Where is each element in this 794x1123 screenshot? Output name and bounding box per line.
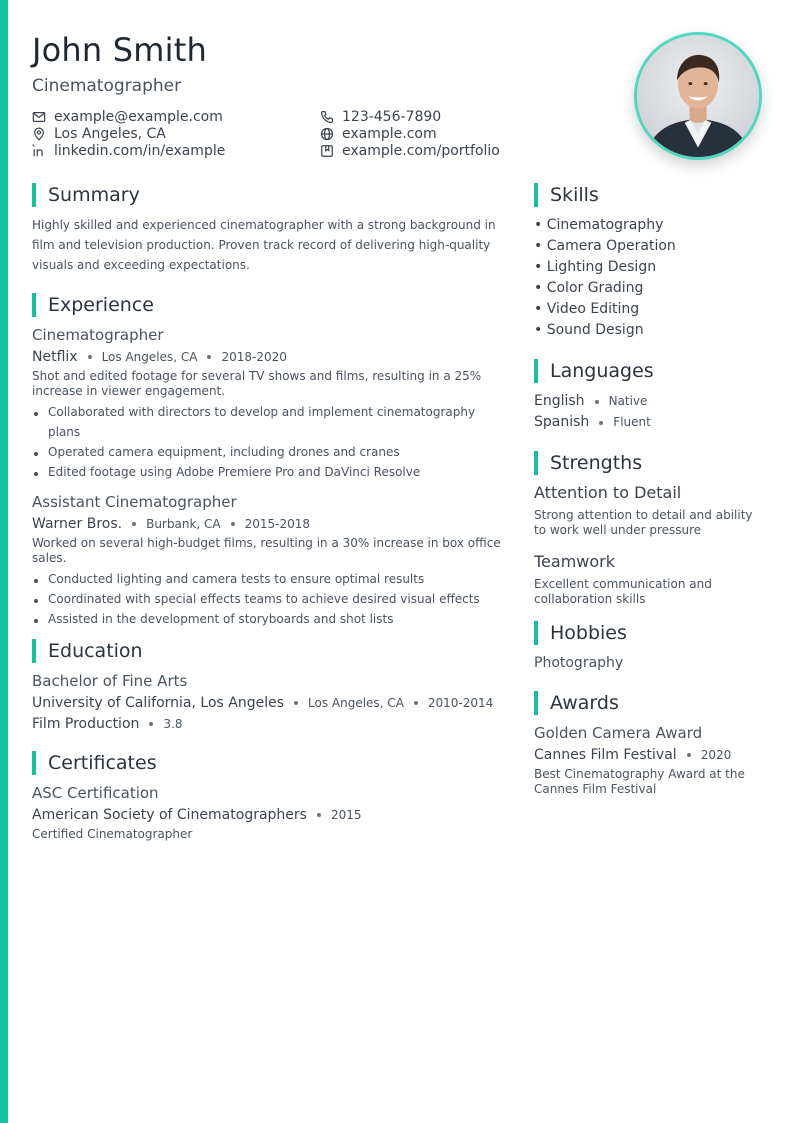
job-title: Assistant Cinematographer	[32, 493, 237, 511]
company-name: Warner Bros.	[32, 516, 123, 532]
job-bullet: Assisted in the development of storyboards and shot lists	[32, 609, 510, 629]
contact-website-text: example.com	[342, 125, 437, 142]
job-bullet: Collaborated with directors to develop and implement cinematography plans	[32, 402, 510, 442]
contact-phone[interactable]	[320, 108, 592, 125]
job-bullet: Edited footage using Adobe Premiere Pro and DaVinci Resolve	[32, 462, 510, 482]
globe-icon	[320, 127, 334, 141]
separator-dot	[414, 701, 418, 705]
skills-heading	[534, 183, 762, 207]
strength-item	[534, 552, 762, 607]
hobbies-heading-text: Hobbies	[550, 622, 627, 644]
languages-heading	[534, 359, 762, 383]
strength-title: Teamwork	[534, 552, 616, 571]
job-bullet: Coordinated with special effects teams to achieve desired visual effects	[32, 589, 510, 609]
hobby-item: Photography	[534, 655, 624, 671]
certificates-section	[32, 751, 510, 842]
certificate-name: ASC Certification	[32, 784, 159, 802]
gpa-value: 3.8	[163, 717, 183, 731]
award-issuer: Cannes Film Festival	[534, 747, 677, 763]
right-column	[534, 183, 762, 815]
job-location: Los Angeles, CA	[101, 350, 198, 364]
separator-dot	[595, 400, 599, 404]
school-location: Los Angeles, CA	[308, 696, 404, 710]
job-meta	[32, 515, 510, 533]
languages-heading-text: Languages	[550, 360, 654, 382]
strengths-heading-text: Strengths	[550, 452, 643, 474]
strengths-heading	[534, 451, 762, 475]
education-heading	[32, 639, 510, 663]
job-bullets	[32, 569, 510, 629]
heading-accent	[32, 183, 36, 207]
separator-dot	[88, 355, 92, 359]
school-name: University of California, Los Angeles	[32, 695, 285, 711]
candidate-name: John Smith	[32, 31, 207, 69]
experience-item	[32, 492, 510, 629]
summary-heading	[32, 183, 510, 207]
strength-title: Attention to Detail	[534, 483, 682, 502]
award-title: Golden Camera Award	[534, 724, 703, 742]
skills-section	[534, 183, 762, 341]
skills-heading-text: Skills	[550, 184, 599, 206]
separator-dot	[294, 701, 298, 705]
job-bullet: Operated camera equipment, including drones and cranes	[32, 442, 510, 462]
heading-accent	[534, 183, 538, 207]
heading-accent	[534, 359, 538, 383]
contact-info	[32, 108, 592, 159]
accent-bar	[0, 0, 8, 1123]
heading-accent	[32, 293, 36, 317]
skill-item: • Sound Design	[534, 322, 644, 338]
summary-heading-text: Summary	[48, 184, 140, 206]
summary-section	[32, 183, 510, 275]
job-dates: 2015-2018	[244, 517, 311, 531]
contact-linkedin-text: linkedin.com/in/example	[54, 142, 226, 159]
job-title: Cinematographer	[32, 326, 164, 344]
location-icon	[32, 127, 46, 141]
experience-section	[32, 293, 510, 629]
certificates-heading-text: Certificates	[48, 752, 157, 774]
skill-item: • Color Grading	[534, 280, 644, 296]
contact-email[interactable]	[32, 108, 320, 125]
certificates-heading	[32, 751, 510, 775]
awards-section	[534, 691, 762, 797]
hobbies-heading	[534, 621, 762, 645]
job-bullet: Conducted lighting and camera tests to ensure optimal results	[32, 569, 510, 589]
job-description: Worked on several high-budget films, resulting in a 30% increase in box office sales.	[32, 536, 501, 565]
job-bullets	[32, 402, 510, 482]
heading-accent	[534, 451, 538, 475]
separator-dot	[599, 421, 603, 425]
strength-description: Strong attention to detail and ability to work well under pressure	[534, 508, 753, 537]
heading-accent	[534, 691, 538, 715]
separator-dot	[207, 355, 211, 359]
language-item	[534, 391, 762, 412]
language-name: English	[534, 393, 585, 409]
language-item	[534, 412, 762, 433]
candidate-title: Cinematographer	[32, 76, 182, 96]
field-of-study: Film Production	[32, 716, 140, 732]
education-dates: 2010-2014	[427, 696, 494, 710]
job-meta	[32, 348, 510, 366]
certificate-year: 2015	[330, 808, 362, 822]
skill-item: • Cinematography	[534, 217, 664, 233]
phone-icon	[320, 110, 334, 124]
company-name: Netflix	[32, 349, 78, 365]
experience-heading-text: Experience	[48, 294, 154, 316]
separator-dot	[317, 813, 321, 817]
contact-email-text: example@example.com	[54, 108, 223, 125]
language-level: Native	[608, 394, 648, 408]
language-name: Spanish	[534, 414, 590, 430]
separator-dot	[687, 753, 691, 757]
degree-name: Bachelor of Fine Arts	[32, 672, 188, 690]
separator-dot	[149, 722, 153, 726]
certificate-issuer: American Society of Cinematographers	[32, 807, 307, 823]
language-level: Fluent	[613, 415, 651, 429]
separator-dot	[132, 522, 136, 526]
heading-accent	[32, 751, 36, 775]
strength-description: Excellent communication and collaboration skills	[534, 577, 712, 606]
heading-accent	[534, 621, 538, 645]
contact-location-text: Los Angeles, CA	[54, 125, 166, 142]
contact-portfolio-text: example.com/portfolio	[342, 142, 500, 159]
summary-text: Highly skilled and experienced cinematographer with a strong background in film and television production. Proven track record of delivering high-quality visuals and exceeding expectations.	[32, 218, 496, 272]
education-heading-text: Education	[48, 640, 143, 662]
experience-heading	[32, 293, 510, 317]
skill-item: • Camera Operation	[534, 238, 676, 254]
education-meta	[32, 694, 510, 712]
separator-dot	[231, 522, 235, 526]
skill-item: • Lighting Design	[534, 259, 657, 275]
job-location: Burbank, CA	[146, 517, 221, 531]
award-year: 2020	[700, 748, 732, 762]
certificate-description: Certified Cinematographer	[32, 827, 193, 841]
certificate-meta	[32, 806, 510, 824]
award-meta	[534, 746, 762, 764]
languages-section	[534, 359, 762, 433]
portfolio-icon	[320, 144, 334, 158]
heading-accent	[32, 639, 36, 663]
education-section	[32, 639, 510, 733]
experience-item	[32, 325, 510, 482]
hobbies-section	[534, 621, 762, 673]
contact-website[interactable]	[320, 125, 592, 142]
job-description: Shot and edited footage for several TV shows and films, resulting in a 25% increase in viewer engagement.	[32, 369, 482, 398]
strength-item	[534, 483, 762, 538]
contact-phone-text: 123-456-7890	[342, 108, 442, 125]
resume-header	[32, 30, 762, 170]
contact-location	[32, 125, 320, 142]
strengths-section	[534, 451, 762, 607]
awards-heading	[534, 691, 762, 715]
education-field-meta	[32, 715, 510, 733]
mail-icon	[32, 110, 46, 124]
job-dates: 2018-2020	[221, 350, 287, 364]
profile-photo	[634, 32, 762, 160]
award-description: Best Cinematography Award at the Cannes Film Festival	[534, 767, 745, 796]
awards-heading-text: Awards	[550, 692, 619, 714]
linkedin-icon	[32, 144, 46, 158]
contact-linkedin[interactable]	[32, 142, 320, 159]
left-column	[32, 183, 510, 860]
contact-portfolio[interactable]	[320, 142, 592, 159]
skill-item: • Video Editing	[534, 301, 640, 317]
skills-list	[534, 215, 762, 341]
